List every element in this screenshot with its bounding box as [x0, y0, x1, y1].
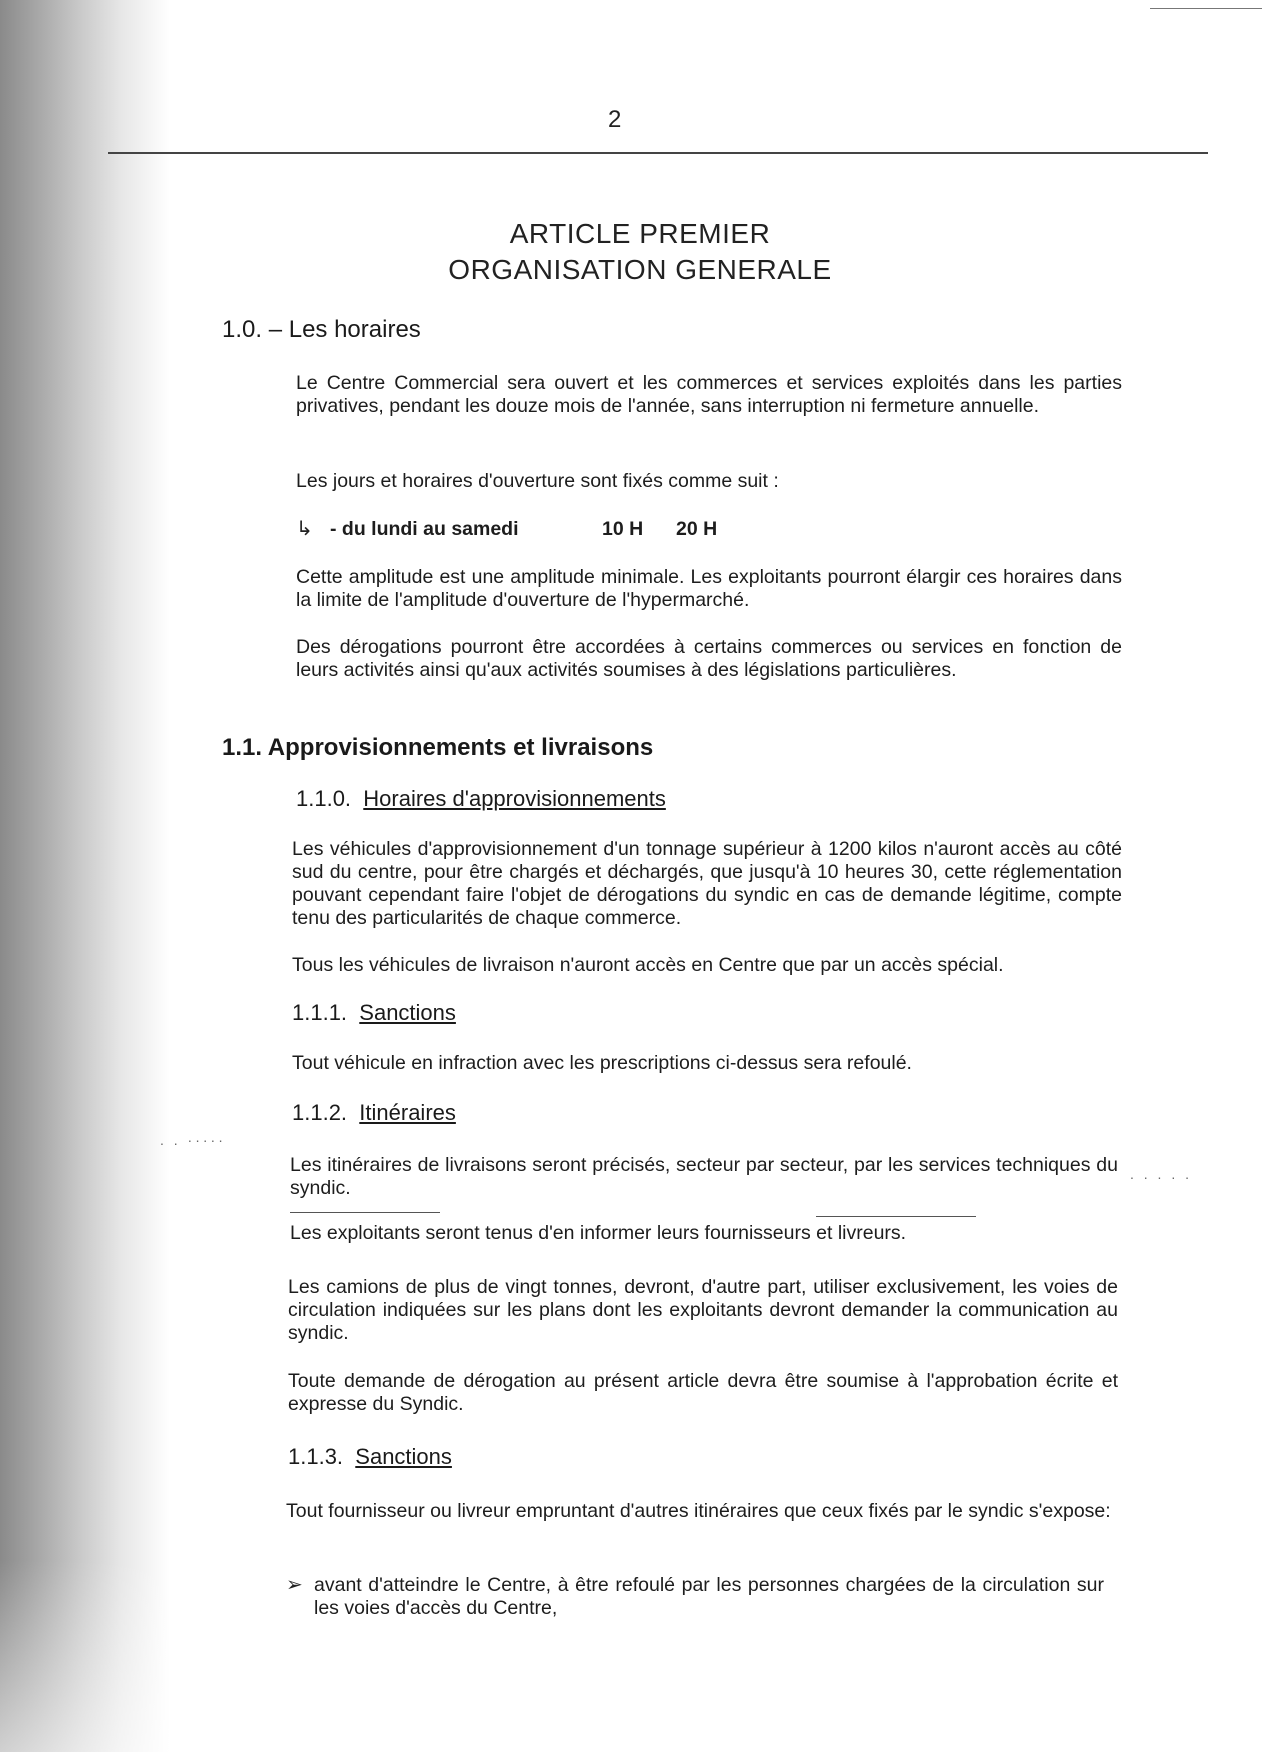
- bullet-refused-entry: avant d'atteindre le Centre, à être refoulé par les personnes chargées de la circulation sur les voies d'accès du Centre,: [314, 1574, 1104, 1619]
- paragraph-delivery-access: Tous les véhicules de livraison n'auront accès en Centre que par un accès spécial.: [292, 954, 1004, 976]
- page-number: 2: [608, 106, 622, 133]
- subsection-heading-1-1-0: [296, 786, 666, 812]
- article-subtitle: ORGANISATION GENERALE: [448, 254, 832, 285]
- subsection-heading-1-1-1: [292, 1000, 456, 1026]
- paragraph-inform-suppliers: Les exploitants seront tenus d'en informer leurs fournisseurs et livreurs.: [290, 1222, 907, 1244]
- section-heading-1-1: [222, 734, 653, 762]
- section-heading-1-0: 1.0. – Les horaires: [222, 316, 421, 343]
- paragraph-supplier-exposure: Tout fournisseur ou livreur empruntant d'autres itinéraires que ceux fixés par le syndic s'expose:: [286, 1500, 1111, 1522]
- paragraph-amplitude: Cette amplitude est une amplitude minimale. Les exploitants pourront élargir ces horaires dans la limite de l'amplitude d'ouverture de l'hypermarché.: [296, 566, 1122, 611]
- schedule-days: - du lundi au samedi: [330, 518, 519, 540]
- subsection-title: Horaires d'approvisionnements: [363, 786, 666, 811]
- paragraph-schedule-intro: Les jours et horaires d'ouverture sont fixés comme suit :: [296, 470, 779, 492]
- subsection-number: 1.1.1.: [292, 1000, 348, 1025]
- paragraph-opening: Le Centre Commercial sera ouvert et les commerces et services exploités dans les parties privatives, pendant les douze mois de l'année, sans interruption ni fermeture annuelle.: [296, 372, 1122, 417]
- scan-edge-shadow: [0, 0, 170, 1752]
- subsection-heading-1-1-2: [292, 1100, 456, 1126]
- schedule-open: 10 H: [602, 518, 644, 540]
- paragraph-derogations: Des dérogations pourront être accordées à certains commerces ou services en fonction de leurs activités ainsi qu'aux activités soumises à des législations particulières.: [296, 636, 1122, 681]
- paragraph-supply-hours: Les véhicules d'approvisionnement d'un tonnage supérieur à 1200 kilos n'auront accès au côté sud du centre, pour être chargés et déchargés, que jusqu'à 10 heures 30, cette réglementation pouvant cependant faire l'objet de dérogations du syndic en cas de demande légitime, compte tenu des particularités de chaque commerce.: [292, 838, 1122, 929]
- subsection-number: 1.1.3.: [288, 1444, 344, 1469]
- scan-noise-dots: . . ·····: [160, 1132, 226, 1148]
- subsection-number: 1.1.0.: [296, 786, 352, 811]
- subsection-heading-1-1-3: [288, 1444, 452, 1470]
- subsection-title: Sanctions: [359, 1000, 456, 1025]
- subsection-number: 1.1.2.: [292, 1100, 348, 1125]
- scan-noise-dots: . . . . .: [1130, 1166, 1193, 1182]
- top-edge-rule: [1150, 8, 1262, 9]
- paragraph-itineraries: Les itinéraires de livraisons seront précisés, secteur par secteur, par les services techniques du syndic.: [290, 1154, 1118, 1199]
- paragraph-infraction: Tout véhicule en infraction avec les prescriptions ci-dessus sera refoulé.: [292, 1052, 912, 1074]
- paragraph-derogation-request: Toute demande de dérogation au présent article devra être soumise à l'approbation écrite et expresse du Syndic.: [288, 1370, 1118, 1415]
- arrow-bullet-icon: ↳: [296, 518, 313, 540]
- schedule-close: 20 H: [676, 518, 718, 540]
- scan-edge-fade: [0, 1560, 170, 1752]
- scan-noise-line: [816, 1216, 976, 1217]
- paragraph-trucks: Les camions de plus de vingt tonnes, devront, d'autre part, utiliser exclusivement, les voies de circulation indiquées sur les plans dont les exploitants devront demander la communication au syndic.: [288, 1276, 1118, 1344]
- header-divider: [108, 152, 1208, 154]
- section-heading-1-1-text: 1.1. Approvisionnements et livraisons: [222, 734, 654, 761]
- subsection-title: Itinéraires: [359, 1100, 456, 1125]
- article-title: ARTICLE PREMIER: [509, 218, 771, 249]
- scan-noise-line: [290, 1212, 440, 1213]
- subsection-title: Sanctions: [355, 1444, 452, 1469]
- arrowhead-bullet-icon: ➢: [286, 1574, 303, 1596]
